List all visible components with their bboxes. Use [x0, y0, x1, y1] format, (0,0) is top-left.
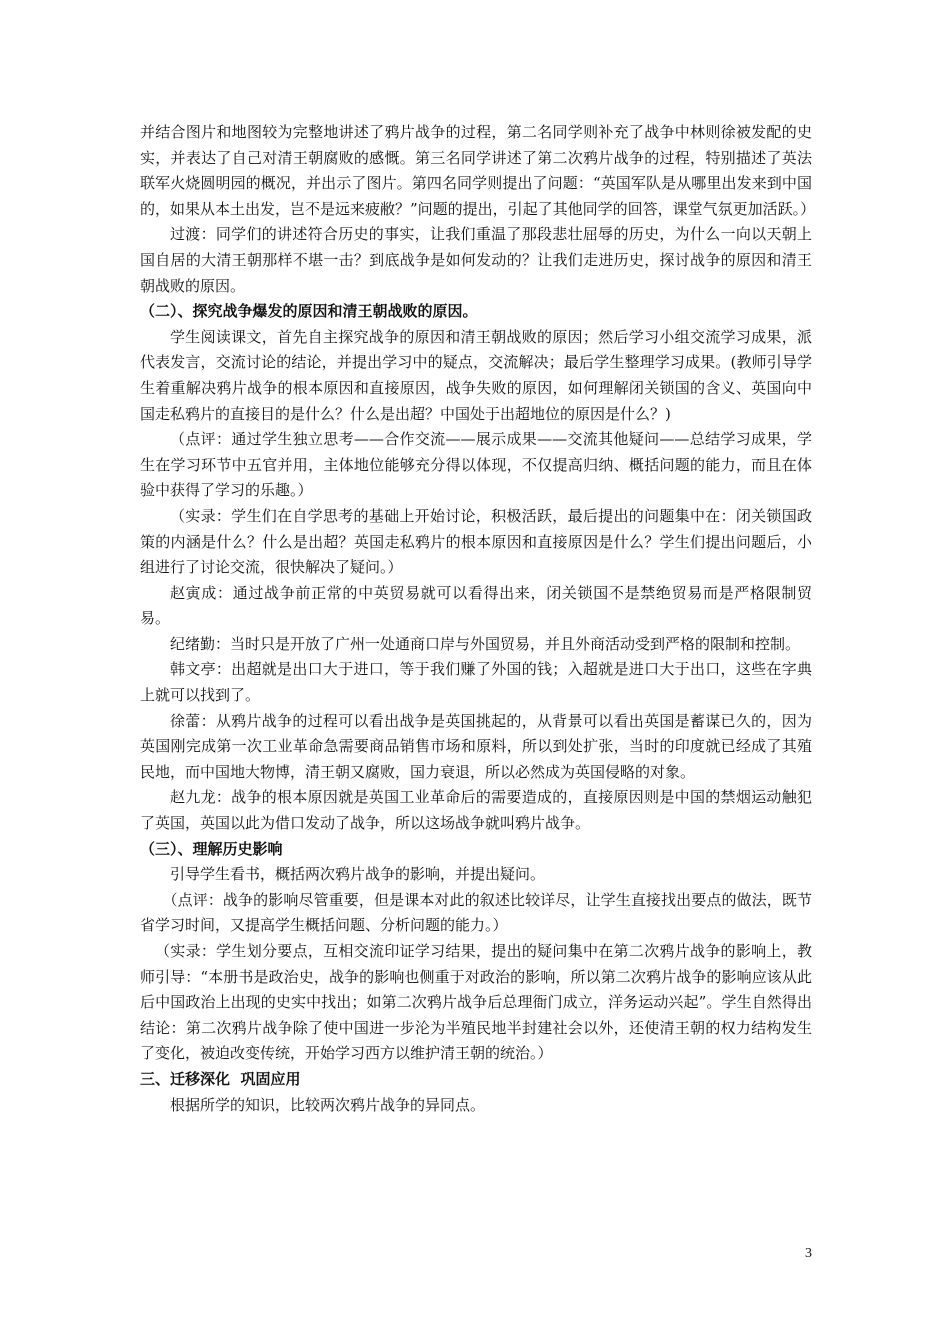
paragraph-student-zhao-yincheng: 赵寅成：通过战争前正常的中英贸易就可以看得出来，闭关锁国不是禁绝贸易而是严格限制贸易。 [140, 583, 812, 628]
section-heading-three: 三、迁移深化 巩固应用 [140, 1069, 301, 1088]
paragraph-final-task: 根据所学的知识，比较两次鸦片战争的异同点。 [170, 1095, 486, 1114]
paragraph-comment-1: （点评：通过学生独立思考——合作交流——展示成果——交流其他疑问——总结学习成果，学生在学习环节中五官并用，主体地位能够充分得以体现，不仅提高归纳、概括问题的能力，而且在体验中获得了学习的乐趣。） [140, 430, 812, 500]
section-heading-3: （三）、理解历史影响 [140, 839, 283, 858]
paragraph-comment-2: （点评：战争的影响尽管重要，但是课本对此的叙述比较详尽，让学生直接找出要点的做法，既节省学习时间，又提高学生概括问题、分析问题的能力。） [140, 890, 812, 935]
paragraph-student-zhao-jiulong: 赵九龙：战争的根本原因就是英国工业革命后的需要造成的，直接原因则是中国的禁烟运动触犯了英国，英国以此为借口发动了战争，所以这场战争就叫鸦片战争。 [140, 788, 812, 833]
paragraph-record-1: （实录：学生们在自学思考的基础上开始讨论，积极活跃，最后提出的问题集中在：闭关锁国政策的内涵是什么？什么是出超？英国走私鸦片的根本原因和直接原因是什么？学生们提出问题后，小组进行了讨论交流，很快解决了疑问。） [140, 506, 812, 577]
paragraph-guide: 引导学生看书，概括两次鸦片战争的影响，并提出疑问。 [170, 865, 546, 884]
paragraph-record-2: （实录：学生划分要点，互相交流印证学习结果，提出的疑问集中在第二次鸦片战争的影响上，教师引导：“本册书是政治史，战争的影响也侧重于对政治的影响，所以第二次鸦片战争的影响应该从此后中国政治上出现的史实中找出；如第二次鸦片战争后总理衙门成立，洋务运动兴起”。学生自然得出结论：第二次鸦片战争除了使中国进一步沦为半殖民地半封建社会以外，还使清王朝的权力结构发生了变化，被迫改变传统，开始学习西方以维护清王朝的统治。） [140, 942, 812, 1063]
paragraph-continuation: 并结合图片和地图较为完整地讲述了鸦片战争的过程，第二名同学则补充了战争中林则徐被发配的史实，并表达了自己对清王朝腐败的感慨。第三名同学讲述了第二次鸦片战争的过程，特别描述了英法联军火烧圆明园的概况，并出示了图片。第四名同学则提出了问题：“英国军队是从哪里出发来到中国的，如果从本土出发，岂不是远来疲敝？”问题的提出，引起了其他同学的回答，课堂气氛更加活跃。） [140, 123, 816, 218]
paragraph-transition: 过渡：同学们的讲述符合历史的事实，让我们重温了那段悲壮屈辱的历史，为什么一向以天朝上国自居的大清王朝那样不堪一击？到底战争是如何发动的？让我们走进历史，探讨战争的原因和清王朝战败的原因。 [140, 225, 812, 295]
page-number: 3 [805, 1246, 812, 1261]
paragraph-student-ji-xuqin: 纪绪勤：当时只是开放了广州一处通商口岸与外国贸易，并且外商活动受到严格的限制和控制。 [170, 634, 801, 653]
section-heading-2: （二）、探究战争爆发的原因和清王朝战败的原因。 [140, 302, 478, 321]
paragraph-student-xu-lei: 徐蕾：从鸦片战争的过程可以看出战争是英国挑起的，从背景可以看出英国是蓄谋已久的，因为英国刚完成第一次工业革命急需要商品销售市场和原料，所以到处扩张，当时的印度就已经成了其殖民地，而中国地大物博，清王朝又腐败，国力衰退，所以必然成为英国侵略的对象。 [140, 711, 812, 781]
paragraph-student-han-wenting: 韩文亭：出超就是出口大于进口，等于我们赚了外国的钱；入超就是进口大于出口，这些在字典上就可以找到了。 [140, 660, 812, 705]
paragraph-reading: 学生阅读课文，首先自主探究战争的原因和清王朝战败的原因；然后学习小组交流学习成果，派代表发言，交流讨论的结论，并提出学习中的疑点，交流解决；最后学生整理学习成果。(教师引导学生着重解决鸦片战争的根本原因和直接原因，战争失败的原因，如何理解闭关锁国的含义、英国向中国走私鸦片的直接目的是什么？什么是出超？中国处于出超地位的原因是什么？) [140, 327, 812, 423]
page-body [140, 120, 816, 1118]
